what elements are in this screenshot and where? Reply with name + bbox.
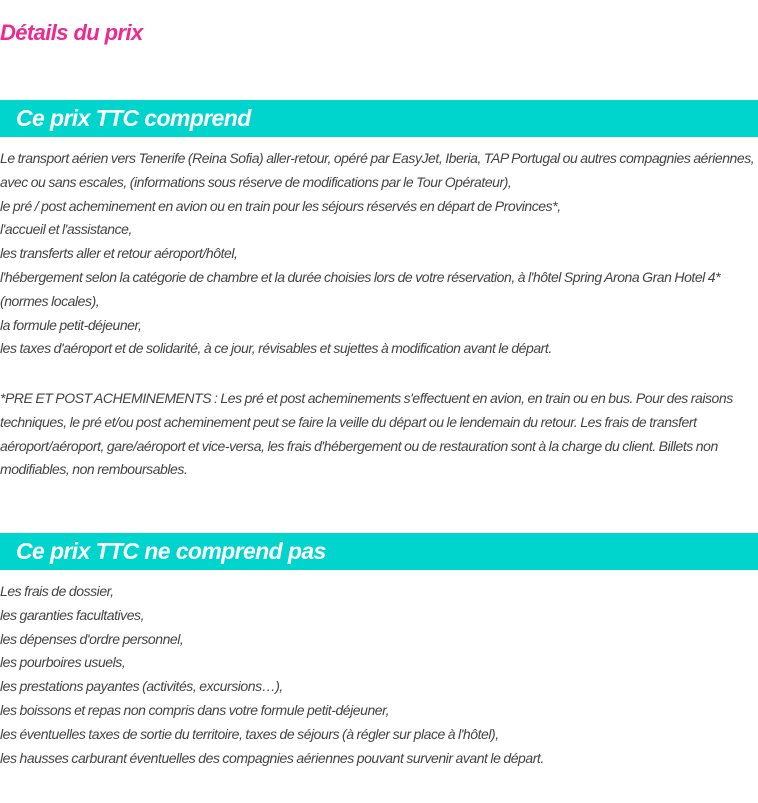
list-item: le pré / post acheminement en avion ou en train pour les séjours réservés en départ de Provinces*,: [0, 197, 561, 214]
list-item: les taxes d'aéroport et de solidarité, à ce jour, révisables et sujettes à modification avant le départ.: [0, 340, 552, 357]
page-title: Détails du prix: [0, 20, 143, 45]
includes-heading: Ce prix TTC comprend: [16, 105, 251, 131]
includes-header: [0, 100, 758, 137]
list-item: l'hébergement selon la catégorie de chambre et la durée choisies lors de votre réservation, à l'hôtel Spring Arona Gran Hotel 4* (normes locales),: [0, 268, 721, 309]
list-item: l'accueil et l'assistance,: [0, 221, 132, 238]
excludes-list: [0, 580, 758, 770]
list-item: les garanties facultatives,: [0, 606, 145, 623]
list-item: Les frais de dossier,: [0, 583, 114, 599]
excludes-heading: Ce prix TTC ne comprend pas: [16, 538, 326, 564]
includes-list: [0, 147, 758, 361]
list-item: les boissons et repas non compris dans votre formule petit-déjeuner,: [0, 701, 390, 718]
list-item: les hausses carburant éventuelles des compagnies aériennes pouvant survenir avant le départ.: [0, 749, 544, 766]
list-item: les dépenses d'ordre personnel,: [0, 630, 184, 647]
transfer-note: *PRE ET POST ACHEMINEMENTS : Les pré et post acheminements s'effectuent en avion, en train ou en bus. Pour des raisons techniques, le pré et/ou post acheminement peut se faire la veille du départ ou le lendemain du retour. Les frais de transfert aéroport/aéroport, gare/aéroport et vice-versa, les frais d'hébergement ou de restauration sont à la charge du client. Billets non modifiables, non remboursables.: [0, 390, 733, 478]
list-item: les pourboires usuels,: [0, 654, 126, 671]
list-item: Le transport aérien vers Tenerife (Reina Sofia) aller-retour, opéré par EasyJet, Iberia, TAP Portugal ou autres compagnies aériennes, avec ou sans escales, (informations sous réserve de modifications par le Tour Opérateur),: [0, 150, 755, 190]
list-item: la formule petit-déjeuner,: [0, 316, 142, 333]
list-item: les éventuelles taxes de sortie du territoire, taxes de séjours (à régler sur place à l'hôtel),: [0, 725, 499, 742]
list-item: les prestations payantes (activités, excursions…),: [0, 678, 283, 695]
list-item: les transferts aller et retour aéroport/hôtel,: [0, 245, 238, 262]
excludes-header: [0, 533, 758, 570]
